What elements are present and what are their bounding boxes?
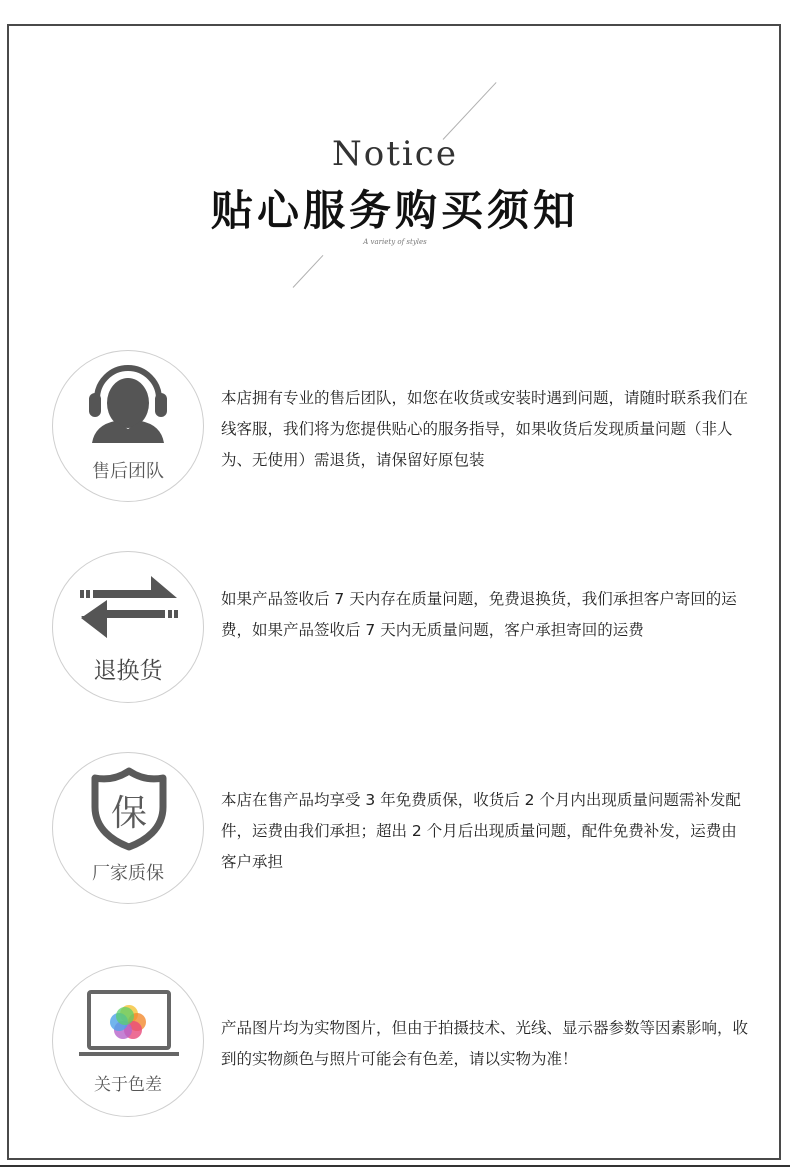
shield-icon — [89, 767, 169, 851]
section-after-sales — [0, 350, 790, 510]
after-sales-label: 售后团队 — [92, 461, 164, 482]
color-difference-text: 产品图片均为实物图片，但由于拍摄技术、光线、显示器参数等因素影响，收到的实物颜色与照片可能会有色差，请以实物为准！ — [221, 1019, 749, 1068]
notice-title-zh: 贴心服务购买须知 — [210, 186, 579, 235]
bottom-divider — [0, 1165, 790, 1167]
exchange-arrows-icon — [77, 570, 181, 644]
section-returns — [0, 551, 790, 711]
tagline: A variety of styles — [363, 238, 427, 246]
warranty-text: 本店在售产品均享受 3 年免费质保，收货后 2 个月内出现质量问题需补发配件，运费由我们承担；超出 2 个月后出现质量问题，配件免费补发，运费由客户承担 — [221, 791, 741, 871]
laptop-color-icon — [77, 988, 181, 1064]
returns-badge — [52, 551, 204, 703]
returns-label: 退换货 — [93, 658, 163, 684]
section-warranty — [0, 752, 790, 912]
after-sales-badge — [52, 350, 204, 502]
returns-text: 如果产品签收后 7 天内存在质量问题，免费退换货，我们承担客户寄回的运费，如果产品签收后 7 天内无质量问题，客户承担寄回的运费 — [221, 590, 737, 639]
headset-person-icon — [83, 359, 173, 443]
shield-character: 保 — [110, 793, 148, 834]
notice-title-en: Notice — [332, 134, 458, 174]
color-difference-badge — [52, 965, 204, 1117]
color-difference-label: 关于色差 — [94, 1075, 162, 1095]
after-sales-text: 本店拥有专业的售后团队，如您在收货或安装时遇到问题，请随时联系我们在线客服，我们将为您提供贴心的服务指导，如果收货后发现质量问题（非人为、无使用）需退货，请保留好原包装 — [221, 389, 749, 469]
warranty-label: 厂家质保 — [92, 863, 164, 884]
section-color-difference — [0, 965, 790, 1125]
warranty-badge — [52, 752, 204, 904]
